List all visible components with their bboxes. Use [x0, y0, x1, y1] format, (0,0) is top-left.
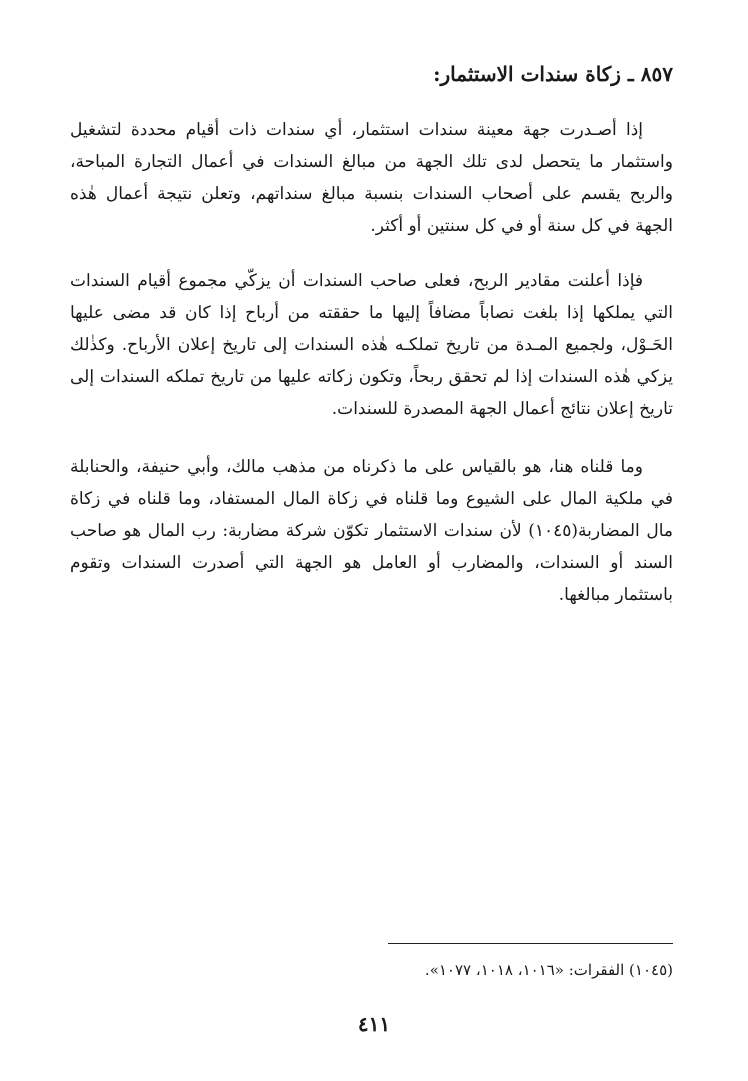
paragraph-text: إذا أصـدرت جهة معينة سندات استثمار، أي سندات ذات أقيام محددة لتشغيل واستثمار ما يتحصل لدى تلك الجهة من مبالغ السندات في أعمال التجارة المباحة، والربح يقسم على أصحاب السندات بنسبة مبالغ سنداتهم، وتعلن نتيجة أعمال هٰذه الجهة في كل سنة أو في كل سنتين أو أكثر. — [70, 120, 673, 236]
paragraph-1 — [70, 114, 673, 242]
paragraph-text: فإذا أعلنت مقادير الربح، فعلى صاحب السندات أن يزكّي مجموع أقيام السندات التي يملكها إذا بلغت نصاباً مضافاً إليها ما حققته من أرباح إذا كان قد مضى عليها الحَـوْل، ولجميع المـدة من تاريخ تملكـه هٰذه السندات إلى تاريخ إعلان الأرباح. وكذٰلك يزكي هٰذه السندات إذا لم تحقق ربحاً، وتكون زكاته عليها من تاريخ تملكه السندات إلى تاريخ إعلان نتائج أعمال الجهة المصدرة للسندات. — [70, 271, 673, 419]
footnote-divider — [388, 943, 673, 944]
paragraph-3 — [70, 451, 673, 611]
page-number: ٤١١ — [357, 1012, 391, 1036]
paragraph-2 — [70, 265, 673, 425]
footnote: (١٠٤٥) الفقرات: «١٠١٦، ١٠١٨، ١٠٧٧». — [424, 961, 673, 979]
paragraph-text: وما قلناه هنا، هو بالقياس على ما ذكرناه من مذهب مالك، وأبي حنيفة، والحنابلة في ملكية المال على الشيوع وما قلناه في زكاة المال المستفاد، وما قلناه في زكاة مال المضاربة(١٠٤٥) لأن سندات الاستثمار تكوّن شركة مضاربة: رب المال هو صاحب السند أو السندات، والمضارب أو العامل هو الجهة التي أصدرت السندات وتقوم باستثمار مبالغها. — [70, 457, 673, 605]
section-heading: ٨٥٧ ـ زكاة سندات الاستثمار: — [433, 62, 673, 86]
